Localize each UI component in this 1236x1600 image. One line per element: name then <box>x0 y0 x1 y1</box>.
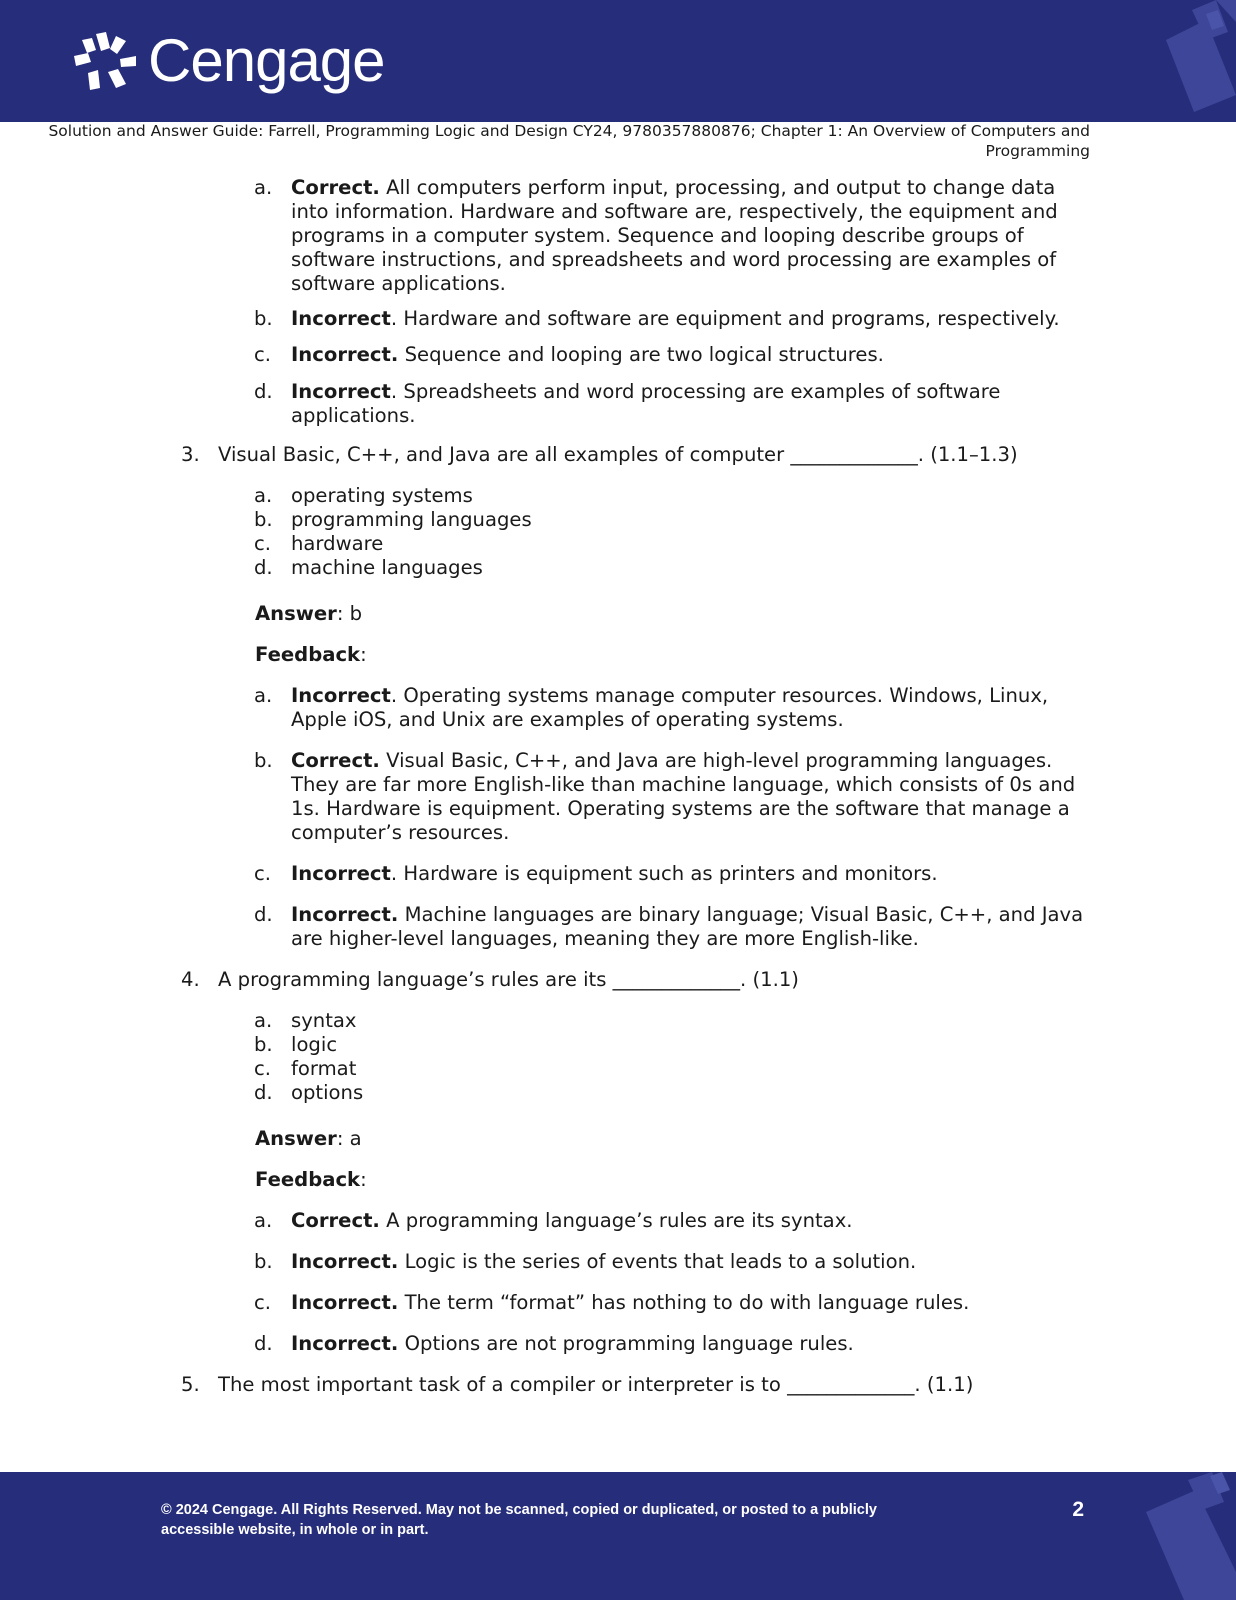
cengage-star-icon <box>74 32 136 90</box>
feedback-text: A programming language’s rules are its syntax. <box>379 1209 853 1232</box>
option-text: syntax <box>291 1009 357 1032</box>
answer-option <box>0 1009 1236 1033</box>
feedback-label: a. <box>254 176 273 199</box>
feedback-item <box>0 380 1236 428</box>
feedback-label: d. <box>254 1332 273 1355</box>
feedback-item <box>0 1250 1236 1274</box>
option-text: machine languages <box>291 556 483 579</box>
option-label: a. <box>254 1009 273 1032</box>
feedback-text: Visual Basic, C++, and Java are high-level programming languages. They are far more English-like than machine language, which consists of 0s and 1s. Hardware is equipment. Operating systems are the software that manage a computer’s resources. <box>291 749 1076 844</box>
page-header <box>0 0 1236 122</box>
feedback-verdict: Correct. <box>291 1209 380 1232</box>
feedback-label: b. <box>254 307 273 330</box>
question-text: A programming language’s rules are its _____________. (1.1) <box>218 968 799 991</box>
answer-option <box>0 532 1236 556</box>
document-body <box>0 176 1236 1397</box>
answer-line <box>0 1127 1236 1151</box>
question-text: The most important task of a compiler or interpreter is to _____________. (1.1) <box>218 1373 974 1396</box>
option-text: programming languages <box>291 508 532 531</box>
feedback-text: Machine languages are binary language; Visual Basic, C++, and Java are higher-level languages, meaning they are more English-like. <box>291 903 1084 950</box>
feedback-text: . Hardware is equipment such as printers and monitors. <box>390 862 938 885</box>
feedback-verdict: Incorrect. <box>291 343 399 366</box>
question-number: 4. <box>181 968 200 991</box>
feedback-verdict: Incorrect <box>291 380 391 403</box>
feedback-text: . Spreadsheets and word processing are examples of software applications. <box>291 380 1001 427</box>
feedback-verdict: Incorrect <box>291 862 391 885</box>
feedback-verdict: Correct. <box>291 749 380 772</box>
option-label: c. <box>254 1057 272 1080</box>
question-5 <box>0 1373 1236 1397</box>
feedback-label: b. <box>254 749 273 772</box>
feedback-verdict: Incorrect <box>291 684 391 707</box>
answer-heading: Answer <box>255 1127 337 1150</box>
option-text: operating systems <box>291 484 473 507</box>
question-number: 5. <box>181 1373 200 1396</box>
feedback-item <box>0 176 1236 296</box>
question-3 <box>0 443 1236 467</box>
feedback-item <box>0 1291 1236 1315</box>
feedback-text: The term “format” has nothing to do with language rules. <box>398 1291 970 1314</box>
feedback-item <box>0 1332 1236 1356</box>
question-number: 3. <box>181 443 200 466</box>
feedback-label: a. <box>254 684 273 707</box>
question-text: Visual Basic, C++, and Java are all examples of computer _____________. (1.1–1.3) <box>218 443 1018 466</box>
feedback-item <box>0 862 1236 886</box>
answer-option <box>0 484 1236 508</box>
answer-line <box>0 602 1236 626</box>
feedback-heading-line <box>0 1168 1236 1192</box>
feedback-text: All computers perform input, processing, and output to change data into information. Hardware and software are, respectively, the equipment and programs in a computer system. Sequence and looping describe groups of software instructions, and spreadsheets and word processing are examples of software applications. <box>291 176 1058 295</box>
feedback-item <box>0 307 1236 331</box>
feedback-item <box>0 684 1236 732</box>
option-label: c. <box>254 532 272 555</box>
answer-option <box>0 1081 1236 1105</box>
option-text: hardware <box>291 532 384 555</box>
feedback-item <box>0 903 1236 951</box>
feedback-colon: : <box>360 643 367 666</box>
feedback-heading: Feedback <box>255 643 361 666</box>
feedback-heading: Feedback <box>255 1168 361 1191</box>
feedback-label: a. <box>254 1209 273 1232</box>
feedback-text: Logic is the series of events that leads to a solution. <box>398 1250 917 1273</box>
cengage-logo <box>74 27 385 94</box>
feedback-label: c. <box>254 1291 272 1314</box>
footer-corner-decoration-icon <box>1136 1472 1236 1600</box>
page-footer <box>0 1472 1236 1600</box>
question-4 <box>0 968 1236 992</box>
feedback-heading-line <box>0 643 1236 667</box>
option-text: options <box>291 1081 364 1104</box>
answer-option <box>0 508 1236 532</box>
answer-option <box>0 1033 1236 1057</box>
option-label: b. <box>254 1033 273 1056</box>
feedback-text: Options are not programming language rules. <box>398 1332 854 1355</box>
corner-decoration-icon <box>1146 0 1236 122</box>
feedback-verdict: Incorrect <box>291 307 391 330</box>
feedback-item <box>0 1209 1236 1233</box>
answer-value: : b <box>336 602 363 625</box>
feedback-label: c. <box>254 862 272 885</box>
answer-option <box>0 556 1236 580</box>
feedback-label: d. <box>254 380 273 403</box>
option-label: d. <box>254 1081 273 1104</box>
brand-name: Cengage <box>148 27 385 94</box>
feedback-verdict: Incorrect. <box>291 1291 399 1314</box>
feedback-label: c. <box>254 343 272 366</box>
option-text: logic <box>291 1033 338 1056</box>
feedback-item <box>0 749 1236 845</box>
feedback-label: b. <box>254 1250 273 1273</box>
option-text: format <box>291 1057 357 1080</box>
page-number: 2 <box>1072 1498 1084 1521</box>
feedback-colon: : <box>360 1168 367 1191</box>
document-title: Solution and Answer Guide: Farrell, Programming Logic and Design CY24, 9780357880876; Chapter 1: An Overview of Computers and Programming <box>48 122 1090 160</box>
answer-heading: Answer <box>255 602 337 625</box>
option-label: d. <box>254 556 273 579</box>
feedback-text: Sequence and looping are two logical structures. <box>398 343 884 366</box>
feedback-verdict: Incorrect. <box>291 903 399 926</box>
answer-option <box>0 1057 1236 1081</box>
option-label: b. <box>254 508 273 531</box>
option-label: a. <box>254 484 273 507</box>
feedback-text: . Operating systems manage computer resources. Windows, Linux, Apple iOS, and Unix are examples of operating systems. <box>291 684 1049 731</box>
feedback-label: d. <box>254 903 273 926</box>
feedback-verdict: Correct. <box>291 176 380 199</box>
copyright-notice: © 2024 Cengage. All Rights Reserved. May not be scanned, copied or duplicated, or posted to a publicly accessible website, in whole or in part. <box>161 1502 877 1538</box>
feedback-verdict: Incorrect. <box>291 1250 399 1273</box>
feedback-verdict: Incorrect. <box>291 1332 399 1355</box>
feedback-item <box>0 343 1236 367</box>
answer-value: : a <box>336 1127 362 1150</box>
feedback-text: . Hardware and software are equipment and programs, respectively. <box>390 307 1060 330</box>
